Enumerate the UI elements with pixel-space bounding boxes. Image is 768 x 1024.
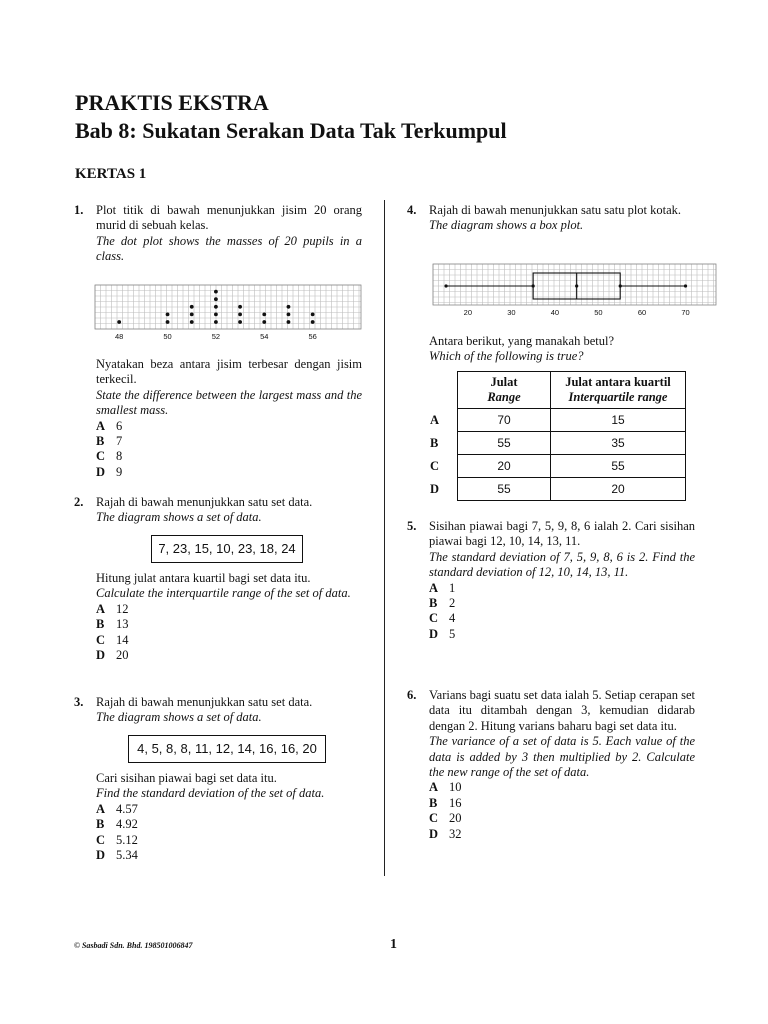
answer-table <box>429 371 686 501</box>
option-list <box>96 419 362 481</box>
prompt-text-en: Calculate the interquartile range of the set of data. <box>96 586 351 601</box>
data-dot <box>238 313 242 317</box>
data-dot <box>238 305 242 309</box>
copyright-text: © Sasbadi Sdn. Bhd. 198501006847 <box>74 941 193 950</box>
data-dot <box>311 320 315 324</box>
option-b[interactable]: B 13 <box>96 617 129 632</box>
page-title: PRAKTIS EKSTRA <box>75 90 269 115</box>
option-d[interactable]: D 20 <box>96 648 129 663</box>
option-list <box>96 802 362 864</box>
min-point <box>444 284 447 287</box>
question-text-en: The variance of a set of data is 5. Each value of the data is added by 3 then multiplied by 2. Calculate the new range of the set of data. <box>429 734 695 780</box>
dot-plot <box>94 284 364 342</box>
chapter-title: Bab 8: Sukatan Serakan Data Tak Terkumpul <box>75 118 507 143</box>
tick-label: 20 <box>463 308 473 317</box>
max-point <box>684 284 687 287</box>
tick-label: 70 <box>681 308 690 317</box>
question-number: 5. <box>407 519 417 533</box>
question-text-en: The diagram shows a set of data. <box>96 510 262 525</box>
question-number: 6. <box>407 688 417 702</box>
option-d[interactable]: D 5.34 <box>96 848 138 863</box>
data-dot <box>166 313 170 317</box>
option-d[interactable]: D 9 <box>96 464 123 479</box>
question-text-ms: Rajah di bawah menunjukkan satu set data. <box>96 695 313 709</box>
option-b[interactable]: B 7 <box>96 434 123 449</box>
option-c[interactable]: C 20 <box>429 811 462 826</box>
data-dot <box>287 313 291 317</box>
data-dot <box>287 320 291 324</box>
data-dot <box>214 305 218 309</box>
prompt-text-ms: Cari sisihan piawai bagi set data itu. <box>96 771 277 785</box>
option-list <box>429 581 695 643</box>
prompt-text-ms: Antara berikut, yang manakah betul? <box>429 334 614 348</box>
column-header-iqr: Julat antara kuartil Interquartile range <box>551 372 686 409</box>
tick-label: 50 <box>594 308 603 317</box>
data-dot <box>214 297 218 301</box>
option-list <box>429 780 695 842</box>
data-dot <box>262 320 266 324</box>
option-a[interactable]: A 10 <box>429 780 462 795</box>
data-dot <box>262 313 266 317</box>
page-number: 1 <box>390 937 397 952</box>
data-dot <box>190 313 194 317</box>
data-dot <box>287 305 291 309</box>
prompt-text-ms: Hitung julat antara kuartil bagi set data itu. <box>96 571 311 585</box>
tick-label: 48 <box>115 332 124 341</box>
question-text-ms: Rajah di bawah menunjukkan satu set data. <box>96 495 313 509</box>
tick-label: 30 <box>507 308 516 317</box>
column-divider <box>384 200 385 876</box>
prompt-text-en: State the difference between the largest mass and the smallest mass. <box>96 387 362 418</box>
data-dot <box>190 320 194 324</box>
table-row[interactable]: B 55 35 <box>429 432 686 455</box>
table-row[interactable]: A 70 15 <box>429 409 686 432</box>
question-1-prompt <box>96 357 362 480</box>
question-number: 4. <box>407 203 417 217</box>
prompt-text-en: Which of the following is true? <box>429 349 584 364</box>
table-row[interactable]: D 55 20 <box>429 478 686 501</box>
option-d[interactable]: D 5 <box>429 626 456 641</box>
question-text-ms: Plot titik di bawah menunjukkan jisim 20 orang murid di sebuah kelas. <box>96 203 362 233</box>
data-dot <box>214 313 218 317</box>
table-header-row <box>429 372 686 409</box>
question-3-prompt <box>96 771 362 863</box>
option-c[interactable]: C 8 <box>96 449 123 464</box>
median-point <box>575 284 578 287</box>
data-set-box: 7, 23, 15, 10, 23, 18, 24 <box>151 535 303 563</box>
data-dot <box>190 305 194 309</box>
option-b[interactable]: B 2 <box>429 596 456 611</box>
question-text-ms: Sisihan piawai bagi 7, 5, 9, 8, 6 ialah 2. Cari sisihan piawai bagi 12, 10, 14, 13, 11. <box>429 519 695 549</box>
data-dot <box>238 320 242 324</box>
column-header-range: Julat Range <box>458 372 551 409</box>
option-b[interactable]: B 16 <box>429 795 462 810</box>
option-c[interactable]: C 4 <box>429 611 456 626</box>
q3-point <box>619 284 622 287</box>
tick-label: 56 <box>308 332 317 341</box>
option-list <box>96 602 362 664</box>
option-d[interactable]: D 32 <box>429 826 462 841</box>
tick-label: 50 <box>163 332 172 341</box>
table-row[interactable]: C 20 55 <box>429 455 686 478</box>
data-dot <box>166 320 170 324</box>
question-number: 2. <box>74 495 84 509</box>
option-a[interactable]: A 1 <box>429 580 456 595</box>
question-number: 3. <box>74 695 84 709</box>
option-a[interactable]: A 12 <box>96 601 129 616</box>
question-text-ms: Rajah di bawah menunjukkan satu satu plot kotak. <box>429 203 682 217</box>
question-text-en: The diagram shows a box plot. <box>429 218 584 233</box>
option-c[interactable]: C 5.12 <box>96 832 138 847</box>
tick-label: 60 <box>637 308 647 317</box>
data-dot <box>117 320 121 324</box>
box-plot <box>432 263 718 321</box>
question-4-prompt <box>429 334 695 365</box>
data-dot <box>311 313 315 317</box>
question-text-ms: Varians bagi suatu set data ialah 5. Setiap cerapan set data itu ditambah dengan 3, kemudian didarab dengan 2. Hitung varians baharu bagi set data itu. <box>429 688 695 733</box>
tick-label: 54 <box>260 332 269 341</box>
question-text-en: The dot plot shows the masses of 20 pupils in a class. <box>96 233 362 264</box>
question-text-en: The diagram shows a set of data. <box>96 710 262 725</box>
tick-label: 52 <box>211 332 221 341</box>
question-text-en: The standard deviation of 7, 5, 9, 8, 6 is 2. Find the standard deviation of 12, 10, 14, 13, 11. <box>429 549 695 580</box>
data-dot <box>214 290 218 294</box>
option-b[interactable]: B 4.92 <box>96 817 138 832</box>
q1-point <box>532 284 535 287</box>
question-number: 1. <box>74 203 84 217</box>
prompt-text-en: Find the standard deviation of the set of data. <box>96 786 325 801</box>
data-set-box: 4, 5, 8, 8, 11, 12, 14, 16, 16, 20 <box>128 735 326 763</box>
prompt-text-ms: Nyatakan beza antara jisim terbesar dengan jisim terkecil. <box>96 357 362 387</box>
data-dot <box>214 320 218 324</box>
option-c[interactable]: C 14 <box>96 632 129 647</box>
option-a[interactable]: A 6 <box>96 418 123 433</box>
section-heading: KERTAS 1 <box>75 166 147 182</box>
option-a[interactable]: A 4.57 <box>96 801 138 816</box>
question-2-prompt <box>96 571 362 663</box>
tick-label: 40 <box>550 308 560 317</box>
